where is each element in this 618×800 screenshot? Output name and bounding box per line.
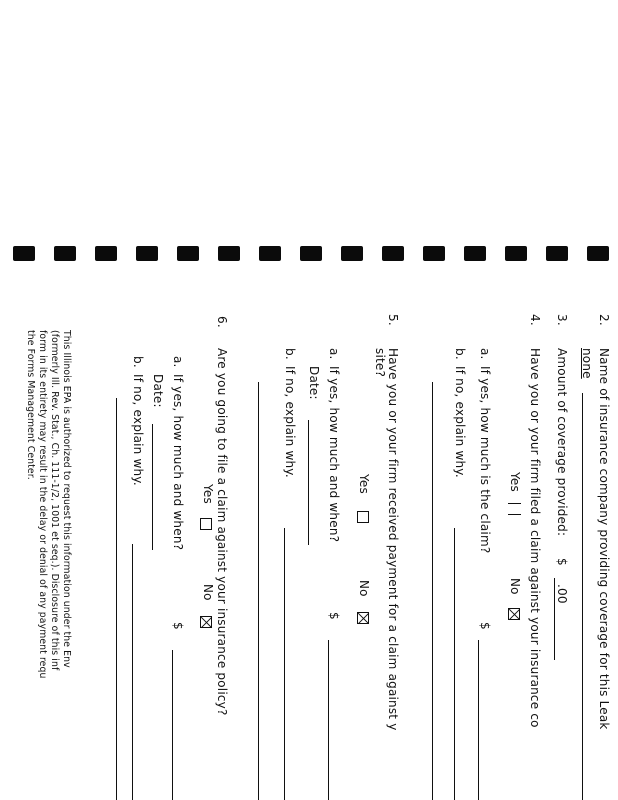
no-checkbox[interactable] — [200, 616, 212, 628]
sub-question-text: If no, explain why. — [453, 366, 467, 478]
disclosure-line: (formerly Ill. Rev. Stat., Ch. 111-1/2, 1001 et seq.). Disclosure of this inf — [49, 330, 60, 671]
answer-line — [258, 382, 259, 800]
binding-mark — [382, 246, 404, 261]
question-number: 6. — [215, 316, 229, 328]
answer-line — [172, 650, 173, 800]
question-text: Have you or your firm received payment for a claim against y — [386, 348, 400, 731]
date-line — [152, 424, 153, 550]
question-number: 5. — [386, 314, 400, 326]
binding-mark — [95, 246, 117, 261]
sub-question-text: If yes, how much and when? — [327, 366, 341, 543]
no-checkbox[interactable] — [357, 612, 369, 624]
binding-mark — [341, 246, 363, 261]
binding-mark — [464, 246, 486, 261]
disclosure-line: the Forms Management Center. — [25, 330, 36, 480]
question-text: Amount of coverage provided: — [555, 348, 569, 537]
binding-mark — [505, 246, 527, 261]
dollar-sign: $ — [327, 612, 341, 620]
sub-question-text: If no, explain why. — [283, 366, 297, 478]
yes-checkbox[interactable] — [200, 518, 212, 530]
binding-mark — [177, 246, 199, 261]
no-label: No — [357, 580, 371, 597]
binding-mark — [54, 246, 76, 261]
coverage-amount-answer[interactable]: .00 — [555, 584, 569, 604]
binding-mark — [13, 246, 35, 261]
answer-line — [454, 528, 455, 800]
yes-label: Yes — [508, 472, 522, 492]
question-text: Have you or your firm filed a claim against your insurance co — [528, 348, 542, 728]
yes-label: Yes — [201, 484, 215, 504]
yes-checkbox[interactable] — [357, 511, 369, 523]
answer-line — [328, 640, 329, 800]
insurance-company-answer[interactable]: none — [580, 348, 594, 379]
answer-line — [554, 578, 555, 660]
binding-mark — [136, 246, 158, 261]
yes-checkbox[interactable] — [508, 503, 521, 515]
sub-letter: b. — [283, 348, 297, 360]
dollar-sign: $ — [171, 622, 185, 630]
binding-mark — [259, 246, 281, 261]
sub-question-text: If yes, how much is the claim? — [478, 366, 492, 554]
sub-letter: b. — [131, 356, 145, 368]
yes-label: Yes — [357, 474, 371, 494]
binding-mark — [423, 246, 445, 261]
question-text-continued: site? — [373, 348, 387, 378]
sub-letter: a. — [478, 348, 492, 360]
no-checkbox[interactable] — [508, 608, 520, 620]
binding-mark — [218, 246, 240, 261]
binding-mark — [546, 246, 568, 261]
binding-mark — [587, 246, 609, 261]
answer-line — [478, 640, 479, 800]
sub-letter: b. — [453, 348, 467, 360]
sub-letter: a. — [327, 348, 341, 360]
no-label: No — [508, 578, 522, 595]
no-label: No — [201, 584, 215, 601]
sub-letter: a. — [171, 356, 185, 368]
dollar-sign: $ — [555, 558, 569, 566]
date-label: Date: — [151, 374, 165, 408]
answer-line — [582, 393, 583, 800]
question-number: 4. — [528, 314, 542, 326]
date-label: Date: — [307, 366, 321, 400]
sub-question-text: If no, explain why. — [131, 374, 145, 486]
disclosure-line: form in its entirety may result in the delay or denial of any payment requ — [37, 330, 48, 679]
date-line — [308, 420, 309, 545]
question-number: 2. — [597, 314, 611, 326]
sub-question-text: If yes, how much and when? — [171, 374, 185, 551]
answer-line — [132, 544, 133, 800]
disclosure-line: This Illinois EPA is authorized to request this information under the Env — [61, 330, 72, 668]
answer-line — [432, 382, 433, 800]
answer-line — [284, 528, 285, 800]
dollar-sign: $ — [478, 622, 492, 630]
answer-line — [116, 398, 117, 800]
question-text: Name of insurance company providing coverage for this Leak — [597, 348, 611, 730]
question-number: 3. — [555, 314, 569, 326]
binding-mark — [300, 246, 322, 261]
question-text: Are you going to file a claim against your insurance policy? — [215, 348, 229, 716]
